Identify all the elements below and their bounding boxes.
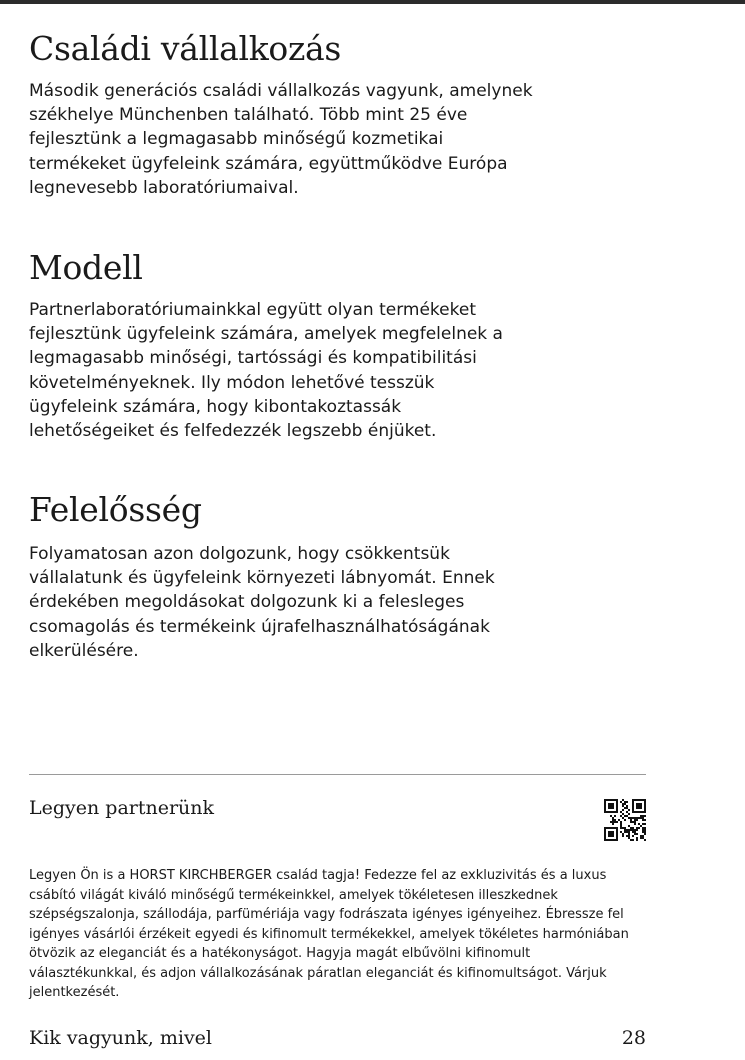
footer-title: Kik vagyunk, mivel xyxy=(29,1027,212,1049)
section-responsibility xyxy=(29,490,569,663)
section-body: Folyamatosan azon dolgozunk, hogy csökkentsük vállalatunk és ügyfeleink környezeti lábnyomát. Ennek érdekében megoldásokat dolgozunk ki a felesleges csomagolás és termékeink újrafelhasználhatóságának elkerülésére. xyxy=(29,544,495,661)
top-rule xyxy=(0,0,745,4)
section-heading: Családi vállalkozás xyxy=(29,29,342,68)
section-body: Partnerlaboratóriumainkkal együtt olyan termékeket fejlesztünk ügyfeleink számára, amelyek megfelelnek a legmagasabb minőségi, tartóssági és kompatibilitási követelményeknek. Ily módon lehetővé tesszük ügyfeleink számára, hogy kibontakoztassák lehetőségeiket és felfedezzék legszebb énjüket. xyxy=(29,300,503,442)
page-number: 28 xyxy=(621,1027,646,1049)
partner-heading: Legyen partnerünk xyxy=(29,797,215,819)
qr-code-icon[interactable] xyxy=(604,799,646,841)
section-model xyxy=(29,248,569,443)
section-family-business xyxy=(29,29,569,200)
divider xyxy=(29,774,646,775)
section-body: Második generációs családi vállalkozás vagyunk, amelynek székhelye Münchenben található. Több mint 25 éve fejlesztünk a legmagasabb minőségű kozmetikai termékeket ügyfeleink számára, együttműködve Európa legnevesebb laboratóriumaival. xyxy=(29,81,533,198)
section-heading: Felelősség xyxy=(29,490,202,529)
partner-body: Legyen Ön is a HORST KIRCHBERGER család tagja! Fedezze fel az exkluzivitás és a luxus csábító világát kiváló minőségű termékeinkkel, amelyek tökéletesen illeszkednek szépségszalonja, szállodája, parfümériája vagy fodrászata igényes igényeihez. Ébressze fel igényes vásárlói érzékeit egyedi és kifinomult termékekkel, amelyek tökéletes harmóniában ötvözik az eleganciát és a hatékonyságot. Hagyja magát elbűvölni kifinomult választékunkkal, és adjon vállalkozásának páratlan eleganciát és kifinomultságot. Várjuk jelentkezését. xyxy=(29,868,629,1000)
section-heading: Modell xyxy=(29,248,143,287)
